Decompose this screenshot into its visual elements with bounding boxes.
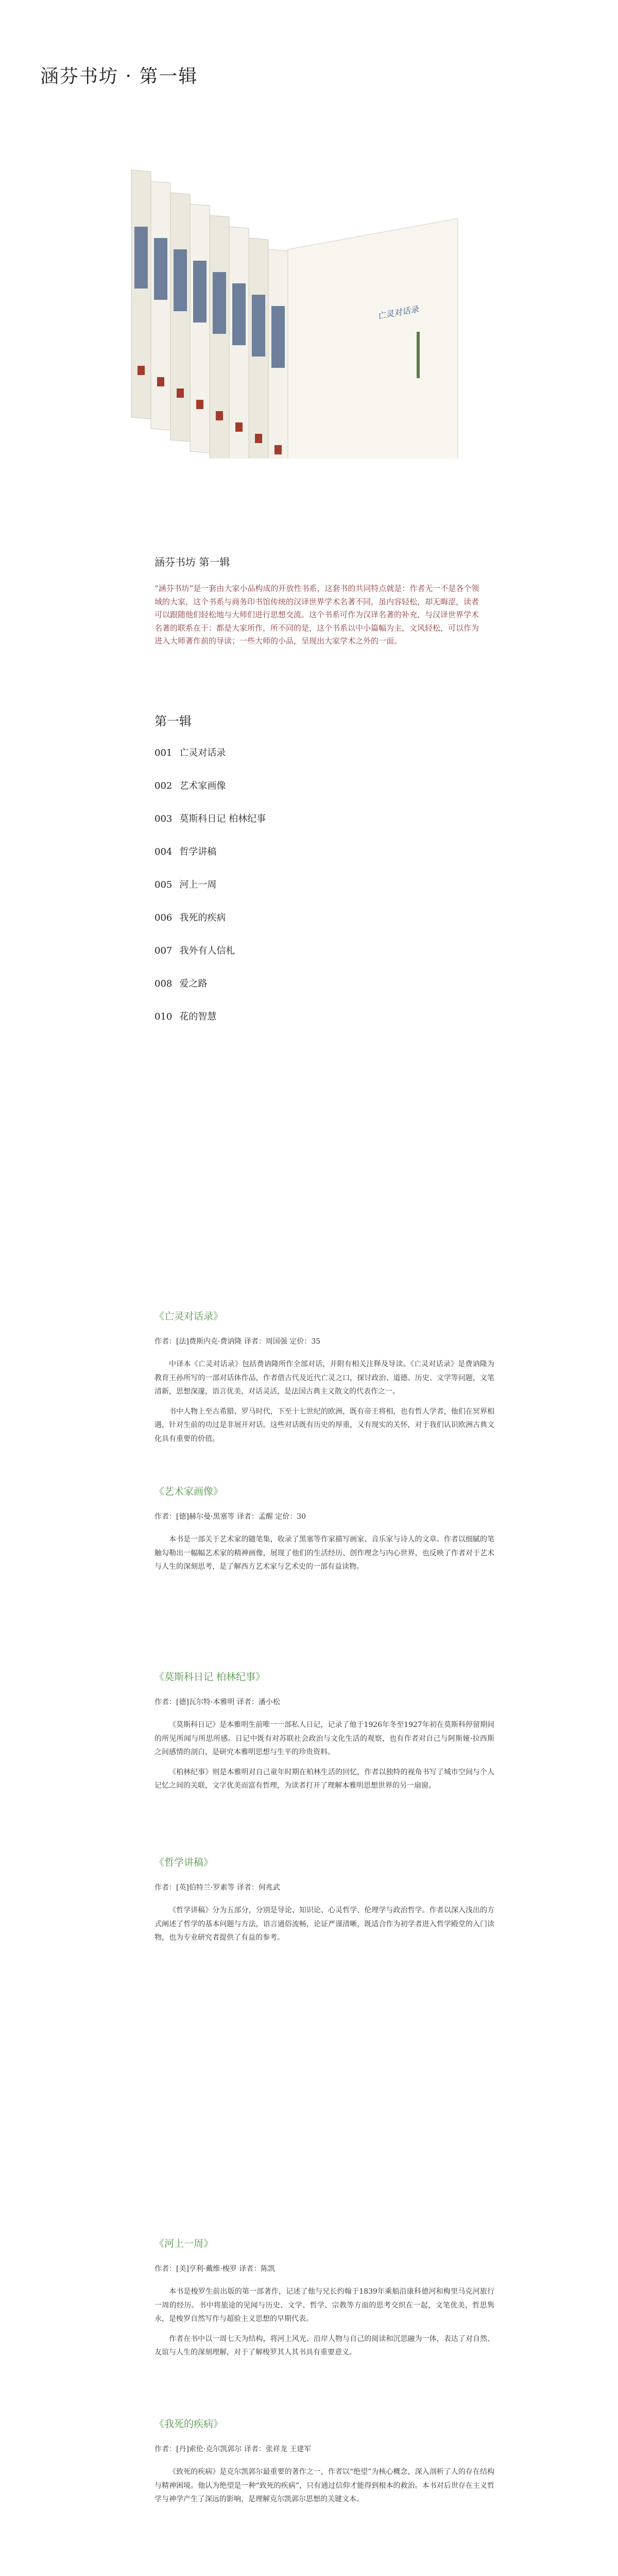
book-title: 《莫斯科日记 柏林纪事》 (154, 1671, 266, 1683)
toc-item-title: 哲学讲稿 (179, 846, 217, 857)
book-meta: 作者：[美]亨利·戴维·梭罗 译者：陈凯 (154, 2265, 276, 2273)
book-paragraph: 书中人物上至古希腊、罗马时代，下至十七世纪的欧洲，既有帝王将相，也有哲人学者，他们在冥界相遇，针对生前的功过是非展开对话。这些对话既有历史的厚重，又有现实的关怀，对于我们认识欧洲古典文化具有重要的价值。 (154, 1407, 494, 1443)
book-meta: 作者：[英]伯特兰·罗素等 译者：何兆武 (154, 1884, 280, 1892)
toc-item (154, 945, 484, 978)
toc-item-number: 005 (154, 879, 173, 890)
book-paragraph: 《莫斯科日记》是本雅明生前唯一一部私人日记，记录了他于1926年冬至1927年初在莫斯科停留期间的所见所闻与所思所感。日记中既有对苏联社会政治与文化生活的观察，也有作者对自己与阿斯娅·拉西斯之间感情的剖白，是研究本雅明思想与生平的珍贵资料。 (154, 1721, 494, 1757)
toc-item (154, 813, 484, 846)
toc-item-number: 002 (154, 781, 173, 791)
toc-item-number: 010 (154, 1011, 173, 1022)
book-spine (190, 204, 210, 453)
book-title: 《河上一周》 (154, 2238, 214, 2249)
book-spine (170, 193, 190, 442)
toc-item (154, 879, 484, 912)
book-paragraph: 作者在书中以一周七天为结构，将河上风光、沿岸人物与自己的阅读和沉思融为一体，表达了对自然、友谊与人生的深刻理解，对于了解梭罗其人其书具有重要意义。 (154, 2334, 494, 2357)
toc-item-title: 艺术家画像 (179, 781, 226, 791)
toc-item-number: 001 (154, 748, 173, 758)
book-title: 《哲学讲稿》 (154, 1857, 214, 1868)
book-spine (268, 249, 288, 459)
toc-item-title: 河上一周 (179, 879, 217, 890)
book-section (154, 1484, 494, 1580)
book-paragraph: 中译本《亡灵对话录》包括费讷隆所作全部对话，并附有相关注释及导读。《亡灵对话录》是费讷隆为教育王孙所写的一部对话体作品，作者借古代及近代亡灵之口，探讨政治、道德、历史、文学等问题，文笔清新，思想深邃，语言优美，对话灵活，是法国古典主义散文的代表作之一。 (154, 1360, 494, 1396)
intro-text: “涵芬书坊”是一套由大家小品构成的开放性书系，这套书的共同特点就是：作者无一不是各个领域的大家，这个书系与商务印书馆传统的汉译世界学术名著不同，虽内容轻松，却无晦涩，读者可以跟随他们轻松地与大师们进行思想交流。这个书系可作为汉译名著的补充，与汉译世界学术名著的联系在于：都是大家所作，所不同的是，这个书系以中小篇幅为主，文风轻松，可以作为进入大师著作前的导读；一些大师的小品，呈现出大家学术之外的一面。 (154, 584, 479, 646)
toc-item (154, 1011, 484, 1044)
intro-title: 涵芬书坊 第一辑 (154, 556, 230, 568)
book-meta: 作者：[德]瓦尔特·本雅明 译者：潘小松 (154, 1698, 280, 1706)
book-title: 《艺术家画像》 (154, 1486, 224, 1497)
book-description (154, 1718, 494, 1793)
book-spine (131, 170, 151, 419)
book-paragraph: 《柏林纪事》则是本雅明对自己童年时期在柏林生活的回忆，作者以独特的视角书写了城市空间与个人记忆之间的关联，文字优美而富有哲理，为读者打开了理解本雅明思想世界的另一扇窗。 (154, 1768, 494, 1790)
cover-decoration (417, 332, 420, 378)
front-cover-title: 亡灵对话录 (378, 304, 419, 321)
book-section (154, 2236, 494, 2366)
book-paragraph: 《哲学讲稿》分为五部分，分别是导论、知识论、心灵哲学、伦理学与政治哲学。作者以深入浅出的方式阐述了哲学的基本问题与方法，语言通俗流畅，论证严谨清晰，既适合作为初学者进入哲学殿堂的入门读物，也为专业研究者提供了有益的参考。 (154, 1906, 494, 1942)
table-of-contents (154, 747, 484, 1044)
book-section (154, 2416, 494, 2513)
toc-item (154, 978, 484, 1011)
book-spine (151, 181, 170, 430)
toc-item (154, 846, 484, 879)
book-section (154, 1669, 494, 1799)
book-set-illustration (111, 129, 507, 459)
toc-item-title: 花的智慧 (179, 1011, 217, 1022)
toc-item (154, 912, 484, 945)
book-description (154, 2285, 494, 2360)
book-description (154, 1533, 494, 1574)
toc-item-number: 003 (154, 814, 173, 824)
book-section (154, 1855, 494, 1951)
book-description (154, 1904, 494, 1945)
book-front-cover (288, 218, 458, 459)
book-section (154, 1309, 494, 1452)
toc-item-number: 004 (154, 846, 173, 857)
toc-heading: 第一辑 (154, 714, 192, 728)
book-spine (249, 238, 268, 459)
page-title: 涵芬书坊 · 第一辑 (40, 66, 198, 87)
toc-item-number: 006 (154, 912, 173, 923)
toc-item-title: 我死的疾病 (179, 912, 226, 923)
book-spine (229, 227, 249, 459)
toc-item (154, 780, 484, 813)
toc-item-title: 我外有人信札 (179, 945, 235, 956)
book-meta: 作者：[法]费斯内克·费讷隆 译者：周国强 定价：35 (154, 1337, 321, 1346)
toc-item-number: 008 (154, 978, 173, 989)
book-paragraph: 本书是梭罗生前出版的第一部著作，记述了他与兄长约翰于1839年乘船沿康科德河和梅里马克河旅行一周的经历。书中将旅途的见闻与历史、文学、哲学、宗教等方面的思考交织在一起，文笔优美，哲思隽永，是梭罗自然写作与超验主义思想的早期代表。 (154, 2287, 494, 2324)
toc-item (154, 747, 484, 780)
book-meta: 作者：[德]赫尔曼·黑塞等 译者：孟醒 定价：30 (154, 1513, 306, 1521)
book-spine (210, 215, 229, 459)
book-description (154, 2465, 494, 2506)
toc-item-title: 亡灵对话录 (179, 748, 226, 758)
book-paragraph: 《致死的疾病》是克尔凯郭尔最重要的著作之一，作者以“绝望”为核心概念，深入剖析了人的存在结构与精神困境。他认为绝望是一种“致死的疾病”，只有通过信仰才能得到根本的救治。本书对后世存在主义哲学与神学产生了深远的影响，是理解克尔凯郭尔思想的关键文本。 (154, 2468, 494, 2504)
toc-item-number: 007 (154, 945, 173, 956)
toc-item-title: 莫斯科日记 柏林纪事 (179, 814, 266, 824)
book-title: 《我死的疾病》 (154, 2418, 224, 2430)
book-paragraph: 本书是一部关于艺术家的随笔集，收录了黑塞等作家描写画家、音乐家与诗人的文章。作者以细腻的笔触勾勒出一幅幅艺术家的精神画像，展现了他们的生活经历、创作理念与内心世界，也反映了作者对于艺术与人生的深刻思考，是了解西方艺术家与艺术史的一部有益读物。 (154, 1535, 494, 1571)
book-title: 《亡灵对话录》 (154, 1311, 224, 1322)
toc-item-title: 爱之路 (179, 978, 208, 989)
book-description (154, 1358, 494, 1446)
book-meta: 作者：[丹]索伦·克尔凯郭尔 译者：张祥龙 王建军 (154, 2445, 312, 2453)
